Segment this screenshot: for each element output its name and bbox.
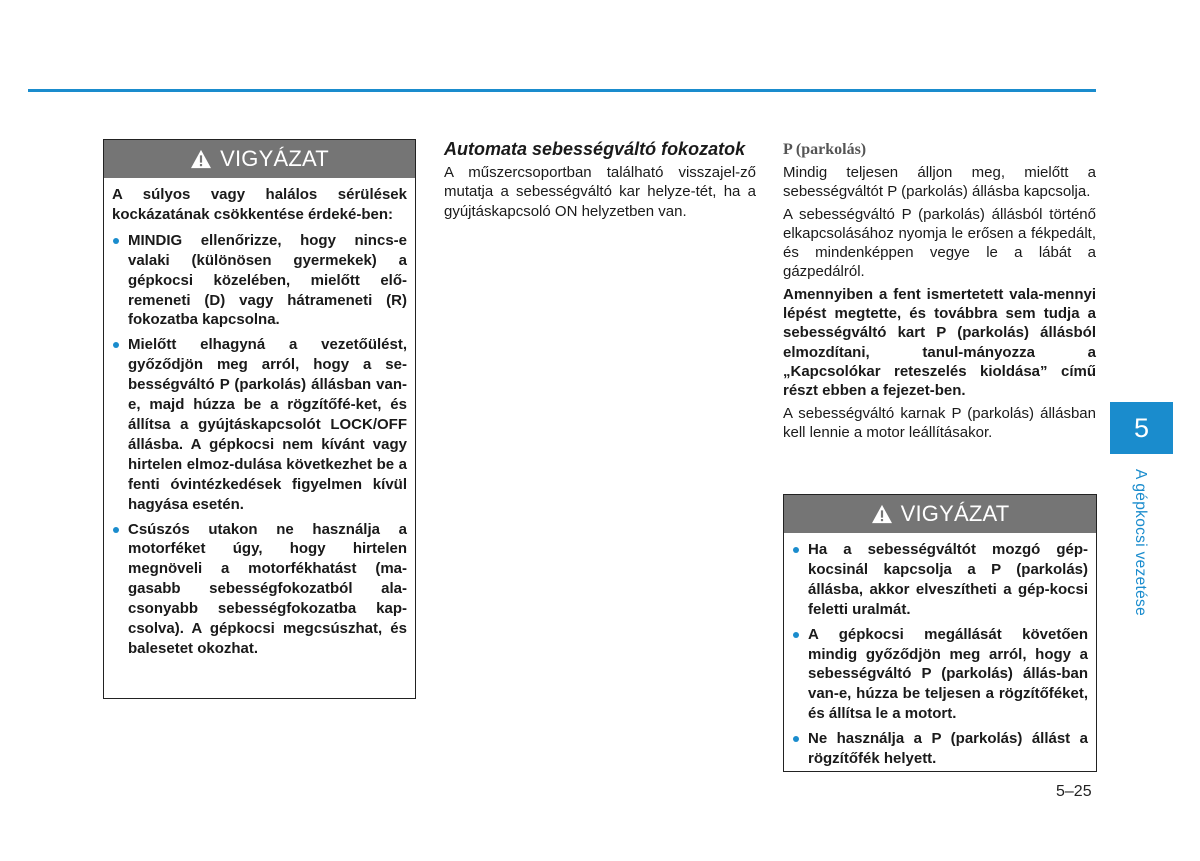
bullet-dot-icon xyxy=(113,527,119,533)
bullet-dot-icon xyxy=(113,238,119,244)
caution-title: VIGYÁZAT xyxy=(220,146,329,171)
page-number: 5–25 xyxy=(1056,783,1092,800)
section-text: A műszercsoportban található visszajel-ző mutatja a sebességváltó kar helyze-tét, ha a gyújtáskapcsoló ON helyzetben van. xyxy=(444,164,756,220)
caution-item: A gépkocsi megállását követően mindig győződjön meg arról, hogy a sebességváltó P (parkolás) állás-ban van-e, húzza be teljesen a rögzítőféket, és állítsa le a motort. xyxy=(792,625,1088,725)
caution-intro: A súlyos vagy halálos sérülések kockázatának csökkentése érdeké-ben: xyxy=(112,186,407,223)
paragraph: A sebességváltó karnak P (parkolás) állásban kell lennie a motor leállításakor. xyxy=(783,404,1096,441)
caution-box-right xyxy=(783,494,1097,772)
bullet-dot-icon xyxy=(793,547,799,553)
caution-body xyxy=(784,533,1096,780)
top-rule xyxy=(28,89,1096,92)
paragraph-bold: Amennyiben a fent ismertetett vala-mennyi lépést megtette, és továbbra sem tudja a sebességváltó kart P (parkolás) állásból elmozdítani, tanul-mányozza a „Kapcsolókar reteszelés kioldása” című részt ebben a fejezet-ben. xyxy=(783,285,1096,400)
caution-header xyxy=(104,140,415,178)
caution-box-left xyxy=(103,139,416,699)
paragraph: A sebességváltó P (parkolás) állásból történő elkapcsolásához nyomja le erősen a fékpedált, és mindenképpen vegye le a lábát a gázpedálról. xyxy=(783,205,1096,281)
caution-title: VIGYÁZAT xyxy=(900,501,1010,526)
caution-item: Ha a sebességváltót mozgó gép-kocsinál kapcsolja a P (parkolás) állásba, akkor elveszítheti a gép-kocsi feletti uralmát. xyxy=(792,540,1088,620)
bullet-dot-icon xyxy=(793,632,799,638)
warning-triangle-icon xyxy=(190,149,212,169)
caution-list xyxy=(112,231,407,659)
caution-header xyxy=(784,495,1096,533)
caution-item: Csúszós utakon ne használja a motorféket úgy, hogy hirtelen megnöveli a motorfékhatást (ma-gasabb sebességfokozatból ala-csonyabb sebességfokozatba kap-csolva). A gépkocsi megcsúszhat, és balesetet okozhat. xyxy=(112,520,407,659)
bullet-dot-icon xyxy=(793,736,799,742)
chapter-tab: 5 xyxy=(1110,402,1173,454)
middle-column xyxy=(444,138,756,221)
bullet-dot-icon xyxy=(113,342,119,348)
caution-body xyxy=(104,178,415,670)
warning-triangle-icon xyxy=(871,504,893,524)
caution-item: Ne használja a P (parkolás) állást a rögzítőfék helyett. xyxy=(792,729,1088,769)
caution-list xyxy=(792,540,1088,769)
subsection-title: P (parkolás) xyxy=(783,141,867,158)
caution-item: MINDIG ellenőrizze, hogy nincs-e valaki (különösen gyermekek) a gépkocsi közelében, mielőtt elő-remeneti (D) vagy hátrameneti (R) fokozatba kapcsolna. xyxy=(112,231,407,331)
paragraph: Mindig teljesen álljon meg, mielőtt a sebességváltót P (parkolás) állásba kapcsolja. xyxy=(783,164,1096,201)
caution-item: Mielőtt elhagyná a vezetőülést, győződjön meg arról, hogy a se-bességváltó P (parkolás) állásban van-e, majd húzza be a rögzítőfé-ket, és állítsa a gyújtáskapcsolót LOCK/OFF állásba. A gépkocsi nem kívánt vagy hirtelen elmoz-dulása következhet be a fenti óvintézkedések figyelmen kívül hagyása esetén. xyxy=(112,335,407,514)
right-column xyxy=(783,140,1096,445)
section-title: Automata sebességváltó fokozatok xyxy=(444,139,746,159)
chapter-label: A gépkocsi vezetése xyxy=(1132,469,1149,617)
